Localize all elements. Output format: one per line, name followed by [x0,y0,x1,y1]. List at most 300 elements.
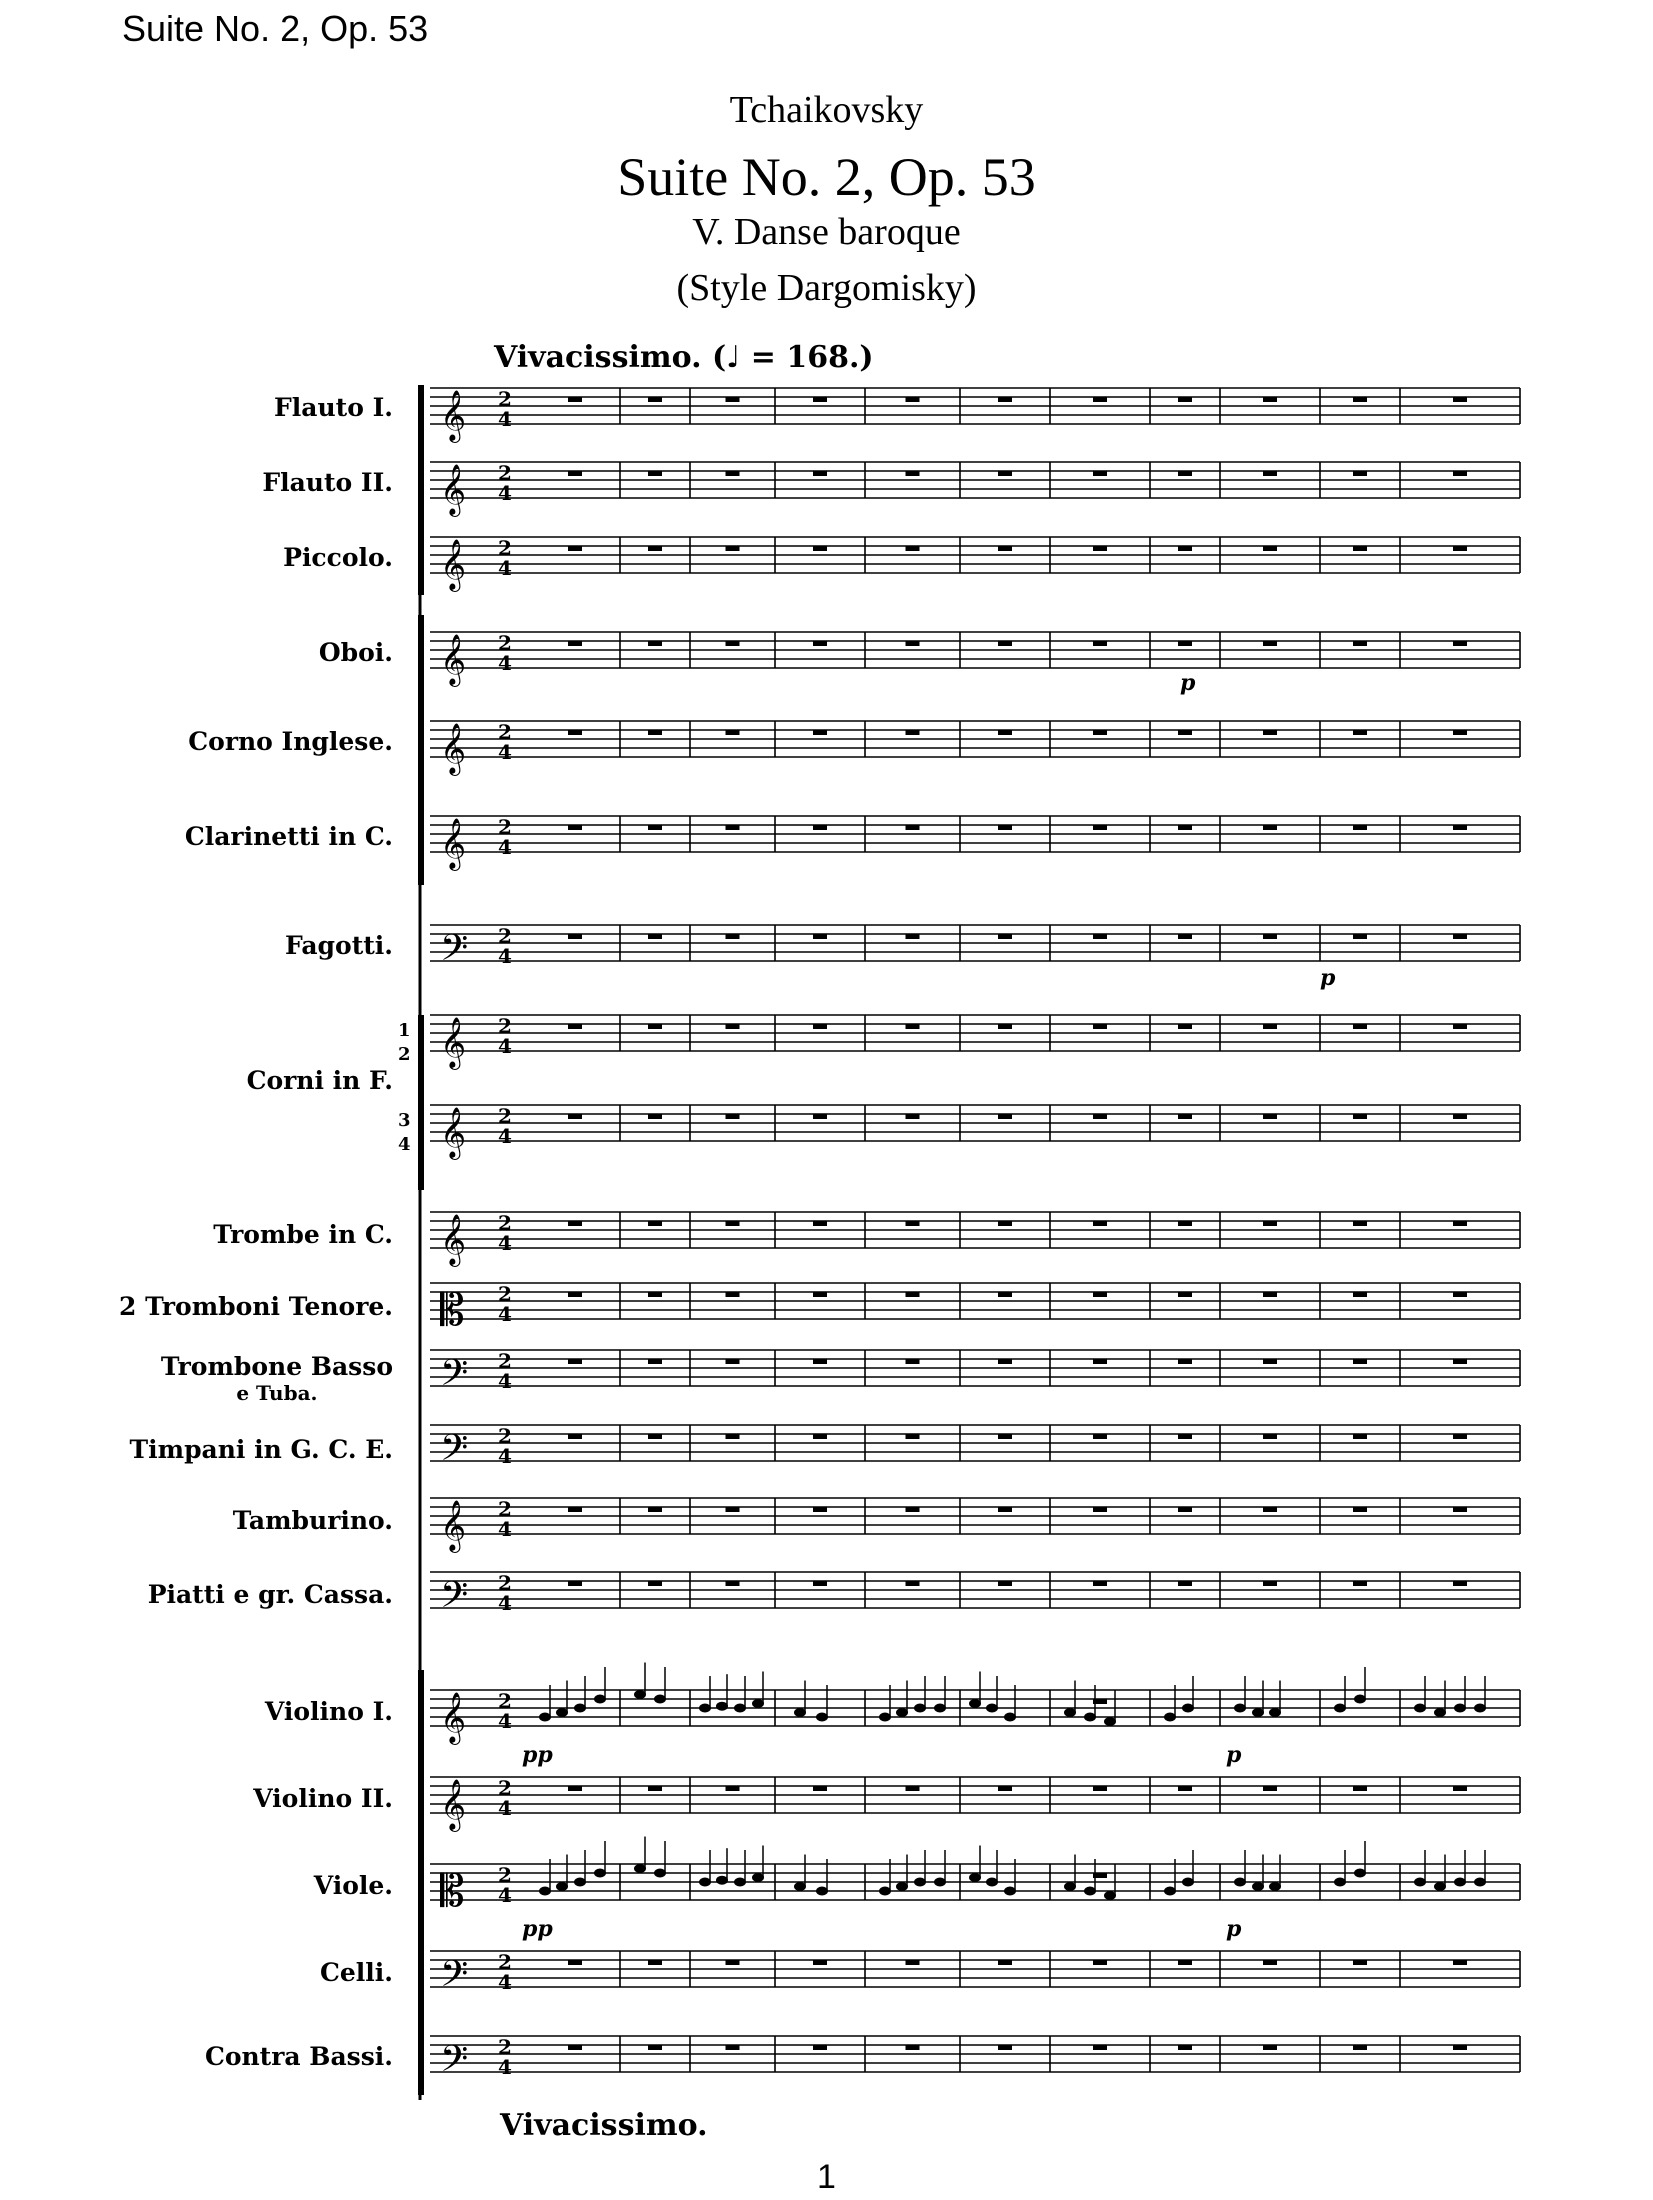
whole-rest [648,1221,662,1226]
whole-rest [1263,1114,1277,1119]
whole-rest [1178,1359,1192,1364]
whole-rest [1093,1581,1107,1586]
whole-rest [906,1114,920,1119]
whole-rest [998,1114,1012,1119]
notehead [654,1695,666,1704]
whole-rest [568,825,582,830]
whole-rest [1263,934,1277,939]
whole-rest [1263,397,1277,402]
whole-rest [1353,934,1367,939]
notehead [1269,1882,1281,1891]
whole-rest [648,1434,662,1439]
time-signature-bottom: 4 [498,481,512,505]
instrument-label-tromboni-tenore: 2 Tromboni Tenore. [119,1292,393,1321]
notehead [1164,1887,1176,1896]
whole-rest [813,546,827,551]
whole-rest [568,730,582,735]
whole-rest [648,546,662,551]
whole-rest [1453,1292,1467,1297]
whole-rest [1178,471,1192,476]
whole-rest [813,641,827,646]
whole-rest [998,1292,1012,1297]
instrument-label-corno-inglese: Corno Inglese. [188,727,393,756]
whole-rest [648,471,662,476]
notehead [1004,1713,1016,1722]
time-signature-bottom: 4 [498,1517,512,1541]
whole-rest [1093,397,1107,402]
whole-rest [568,1581,582,1586]
notehead [896,1708,908,1717]
whole-rest [1263,730,1277,735]
whole-rest [1263,471,1277,476]
whole-rest [648,2045,662,2050]
whole-rest [813,1024,827,1029]
whole-rest [726,1114,740,1119]
whole-rest [1093,1434,1107,1439]
notehead [1084,1713,1096,1722]
clef: 𝄞 [440,1692,467,1743]
notehead [634,1690,646,1699]
whole-rest [568,1024,582,1029]
whole-rest [998,1507,1012,1512]
notehead [594,1695,606,1704]
whole-rest [906,2045,920,2050]
whole-rest [1178,1960,1192,1965]
time-signature-bottom: 4 [498,556,512,580]
whole-rest [1178,1507,1192,1512]
whole-rest [813,730,827,735]
notehead [716,1876,728,1885]
notehead [699,1878,711,1887]
whole-rest [1178,1786,1192,1791]
whole-rest [1178,1114,1192,1119]
notehead [574,1704,586,1713]
notehead [539,1713,551,1722]
notehead [654,1869,666,1878]
whole-rest [1093,730,1107,735]
clef: 𝄢 [440,1953,469,2004]
notehead [1252,1708,1264,1717]
notehead [1004,1887,1016,1896]
whole-rest [1353,546,1367,551]
notehead [1064,1708,1076,1717]
notehead [1434,1708,1446,1717]
notehead [1182,1704,1194,1713]
whole-rest [568,1960,582,1965]
whole-rest [813,1581,827,1586]
whole-rest [906,1221,920,1226]
time-signature-top: 2 [498,1689,512,1713]
dynamic-p-violino-1: p [1226,1742,1242,1768]
whole-rest [726,2045,740,2050]
whole-rest [998,1786,1012,1791]
whole-rest [1353,1507,1367,1512]
whole-rest [1263,1434,1277,1439]
clef: 𝄡 [440,1866,465,1917]
time-signature-top: 2 [498,1104,512,1128]
whole-rest [998,1960,1012,1965]
whole-rest [648,730,662,735]
time-signature-top: 2 [498,1863,512,1887]
whole-rest [726,1221,740,1226]
whole-rest [568,934,582,939]
time-signature-bottom: 4 [498,1796,512,1820]
notehead [734,1704,746,1713]
notehead [1252,1882,1264,1891]
whole-rest [1453,1507,1467,1512]
whole-rest [648,397,662,402]
notehead [934,1878,946,1887]
whole-rest [1353,2045,1367,2050]
notehead [574,1878,586,1887]
notehead [986,1704,998,1713]
whole-rest [648,641,662,646]
whole-rest [906,397,920,402]
whole-rest [906,1581,920,1586]
notehead [752,1699,764,1708]
notehead [816,1713,828,1722]
time-signature-bottom: 4 [498,1231,512,1255]
time-signature-bottom: 4 [498,407,512,431]
whole-rest [1093,1507,1107,1512]
time-signature-bottom: 4 [498,651,512,675]
dynamic-pp-violino-1: pp [522,1742,553,1768]
whole-rest [1453,730,1467,735]
whole-rest [813,397,827,402]
dynamic-p-viole: p [1226,1916,1242,1942]
whole-rest [648,1786,662,1791]
whole-rest [1263,1960,1277,1965]
instrument-label-violino-1: Violino I. [264,1697,393,1726]
whole-rest [1178,825,1192,830]
whole-rest [1093,825,1107,830]
whole-rest [1093,546,1107,551]
whole-rest [648,1292,662,1297]
instrument-label-viole: Viole. [313,1871,393,1900]
time-signature-bottom: 4 [498,1369,512,1393]
whole-rest [906,546,920,551]
whole-rest [726,1434,740,1439]
whole-rest [1353,730,1367,735]
whole-rest [568,1359,582,1364]
whole-rest [1263,1024,1277,1029]
instrument-label-trombe: Trombe in C. [213,1220,393,1249]
instrument-label-timpani: Timpani in G. C. E. [129,1435,393,1464]
time-signature-top: 2 [498,815,512,839]
whole-rest [1453,641,1467,646]
notehead [1474,1704,1486,1713]
whole-rest [1263,1786,1277,1791]
instrument-label-contra-bassi: Contra Bassi. [204,2042,393,2071]
whole-rest [906,730,920,735]
whole-rest [813,1221,827,1226]
whole-rest [726,825,740,830]
time-signature-top: 2 [498,1776,512,1800]
piece-title: Suite No. 2, Op. 53 [617,147,1036,207]
notehead [914,1704,926,1713]
whole-rest [1453,397,1467,402]
notehead [1334,1704,1346,1713]
clef: 𝄢 [440,1352,469,1403]
clef: 𝄞 [440,1779,467,1830]
whole-rest [1093,1292,1107,1297]
whole-rest [1353,1114,1367,1119]
dynamic-p-fagotti: p [1320,965,1336,991]
whole-rest [998,2045,1012,2050]
whole-rest [1178,730,1192,735]
time-signature-top: 2 [498,924,512,948]
notehead [556,1882,568,1891]
whole-rest [906,825,920,830]
horn-number-3: 3 [398,1110,411,1131]
whole-rest [726,1581,740,1586]
time-signature-top: 2 [498,1282,512,1306]
notehead [634,1864,646,1873]
whole-rest [1178,1024,1192,1029]
whole-rest [1093,934,1107,939]
whole-rest [998,546,1012,551]
whole-rest [813,1960,827,1965]
whole-rest [568,1292,582,1297]
whole-rest [998,641,1012,646]
whole-rest [568,546,582,551]
whole-rest [1093,1359,1107,1364]
notehead [699,1704,711,1713]
whole-rest [1178,1221,1192,1226]
clef: 𝄞 [440,818,467,869]
whole-rest [726,471,740,476]
notehead [1064,1882,1076,1891]
whole-rest [906,1292,920,1297]
running-title: Suite No. 2, Op. 53 [122,8,429,49]
notehead [986,1878,998,1887]
clef: 𝄢 [440,2038,469,2089]
whole-rest [1353,825,1367,830]
whole-rest [998,471,1012,476]
dynamic-pp-viole: pp [522,1916,553,1942]
clef: 𝄡 [440,1285,465,1336]
whole-rest [648,1359,662,1364]
whole-rest [1353,1221,1367,1226]
whole-rest [1178,546,1192,551]
whole-rest [568,641,582,646]
time-signature-top: 2 [498,1571,512,1595]
time-signature-bottom: 4 [498,1034,512,1058]
whole-rest [726,1786,740,1791]
instrument-label-violino-2: Violino II. [253,1784,393,1813]
time-signature-top: 2 [498,2035,512,2059]
time-signature-top: 2 [498,720,512,744]
whole-rest [813,1359,827,1364]
whole-rest [1178,1292,1192,1297]
whole-rest [648,1114,662,1119]
whole-rest [1353,397,1367,402]
whole-rest [1263,1221,1277,1226]
whole-rest [1453,1581,1467,1586]
whole-rest [648,1024,662,1029]
notehead [539,1887,551,1896]
time-signature-top: 2 [498,1211,512,1235]
notehead [1454,1704,1466,1713]
whole-rest [813,1434,827,1439]
time-signature-top: 2 [498,1424,512,1448]
whole-rest [998,730,1012,735]
time-signature-bottom: 4 [498,1302,512,1326]
whole-rest [906,934,920,939]
time-signature-bottom: 4 [498,1709,512,1733]
whole-rest [906,641,920,646]
whole-rest [648,934,662,939]
notehead [934,1704,946,1713]
whole-rest [1093,1114,1107,1119]
notehead [594,1869,606,1878]
whole-rest [906,1434,920,1439]
whole-rest [1093,2045,1107,2050]
whole-rest [568,1434,582,1439]
whole-rest [1453,1024,1467,1029]
notehead [1234,1704,1246,1713]
whole-rest [648,1581,662,1586]
whole-rest [726,934,740,939]
whole-rest [813,1507,827,1512]
instrument-label-flauto-1: Flauto I. [274,393,393,422]
whole-rest [813,1292,827,1297]
movement-title: V. Danse baroque [692,211,961,253]
whole-rest [813,471,827,476]
whole-rest [998,1024,1012,1029]
clef: 𝄞 [440,723,467,774]
notehead [556,1708,568,1717]
clef: 𝄞 [440,1500,467,1551]
whole-rest [1093,471,1107,476]
time-signature-top: 2 [498,461,512,485]
horn-number-2: 2 [398,1044,411,1065]
whole-rest [1178,934,1192,939]
whole-rest [1353,1292,1367,1297]
whole-rest [1263,1359,1277,1364]
time-signature-top: 2 [498,1014,512,1038]
whole-rest [1263,546,1277,551]
notehead [716,1702,728,1711]
whole-rest [1178,397,1192,402]
whole-rest [726,1960,740,1965]
notehead [1354,1695,1366,1704]
whole-rest [1263,1581,1277,1586]
whole-rest [1453,546,1467,551]
whole-rest [726,546,740,551]
instrument-label-piatti: Piatti e gr. Cassa. [147,1580,393,1609]
time-signature-top: 2 [498,1349,512,1373]
whole-rest [1453,1221,1467,1226]
time-signature-bottom: 4 [498,1970,512,1994]
tempo-marking-top: Vivacissimo. (♩ = 168.) [494,340,874,375]
notehead [752,1873,764,1882]
whole-rest [568,1786,582,1791]
tempo-marking-bottom: Vivacissimo. [500,2108,708,2143]
whole-rest [1353,1024,1367,1029]
whole-rest [813,1786,827,1791]
whole-rest [568,2045,582,2050]
whole-rest [1453,2045,1467,2050]
instrument-label-celli: Celli. [320,1958,393,1987]
notehead [1414,1704,1426,1713]
time-signature-top: 2 [498,631,512,655]
whole-rest [1178,2045,1192,2050]
whole-rest [1453,934,1467,939]
whole-rest [813,1114,827,1119]
clef: 𝄞 [440,390,467,441]
whole-rest [906,1507,920,1512]
notehead [879,1713,891,1722]
notehead [794,1708,806,1717]
whole-rest [1093,1960,1107,1965]
whole-rest [1453,1960,1467,1965]
whole-rest [998,1221,1012,1226]
notehead [969,1873,981,1882]
whole-rest [906,1960,920,1965]
whole-rest [998,934,1012,939]
clef: 𝄞 [440,1214,467,1265]
time-signature-top: 2 [498,1497,512,1521]
whole-rest [998,1581,1012,1586]
instrument-label-fagotti: Fagotti. [284,931,393,960]
time-signature-bottom: 4 [498,740,512,764]
time-signature-bottom: 4 [498,1591,512,1615]
whole-rest [1353,1434,1367,1439]
notehead [1269,1708,1281,1717]
notehead [1182,1878,1194,1887]
whole-rest [726,1292,740,1297]
whole-rest [1453,825,1467,830]
whole-rest [648,1960,662,1965]
clef: 𝄢 [440,1574,469,1625]
time-signature-top: 2 [498,387,512,411]
whole-rest [813,825,827,830]
time-signature-bottom: 4 [498,944,512,968]
whole-rest [1453,1359,1467,1364]
whole-rest [726,641,740,646]
horn-number-4: 4 [398,1134,411,1155]
instrument-label-trombone-basso-sub: e Tuba. [236,1381,318,1405]
whole-rest [568,471,582,476]
whole-rest [1093,1024,1107,1029]
time-signature-bottom: 4 [498,835,512,859]
notehead [914,1878,926,1887]
whole-rest [1353,641,1367,646]
clef: 𝄞 [440,634,467,685]
notehead [879,1887,891,1896]
instrument-label-corni: Corni in F. [246,1066,393,1095]
time-signature-bottom: 4 [498,1444,512,1468]
whole-rest [906,1024,920,1029]
whole-rest [568,397,582,402]
whole-rest [1353,1786,1367,1791]
whole-rest [998,1359,1012,1364]
whole-rest [1353,1359,1367,1364]
instrument-label-tamburino: Tamburino. [232,1506,393,1535]
whole-rest [1263,641,1277,646]
whole-rest [998,1434,1012,1439]
whole-rest [726,1359,740,1364]
whole-rest [906,471,920,476]
whole-rest [648,825,662,830]
clef: 𝄞 [440,1107,467,1158]
whole-rest [1353,1581,1367,1586]
whole-rest [1093,1221,1107,1226]
time-signature-bottom: 4 [498,1124,512,1148]
whole-rest [906,1786,920,1791]
movement-subtitle: (Style Dargomisky) [676,267,977,309]
